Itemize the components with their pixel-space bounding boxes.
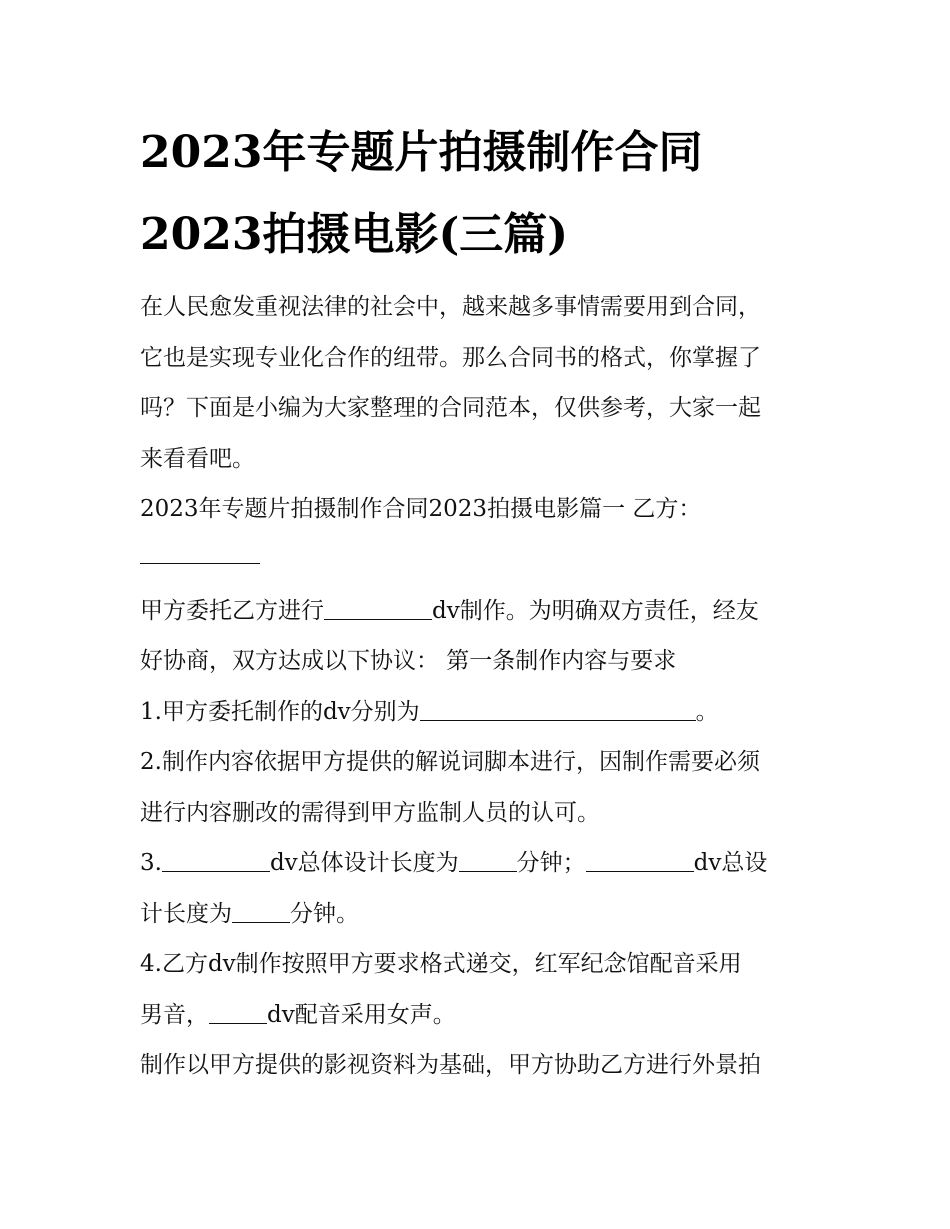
dv-a-minutes-blank [459,848,517,872]
intro-line-1: 在人民愈发重视法律的社会中，越来越多事情需要用到合同， [140,294,761,320]
item-4-line-1: 4.乙方dv制作按照甲方要求格式递交，红军纪念馆配音采用 [140,951,742,977]
clause-intro-line-2: 好协商，双方达成以下协议： 第一条制作内容与要求 [140,648,677,674]
section-heading: 2023年专题片拍摄制作合同2023拍摄电影篇一 乙方： [140,496,702,522]
item-3-text-b: 分钟； [516,850,586,876]
item-4-text-b: dv配音采用女声。 [267,1001,456,1028]
item-2-line-1: 2.制作内容依据甲方提供的解说词脚本进行，因制作需要必须 [140,749,760,775]
clause-intro-text-b: dv制作。为明确双方责任，经友 [432,597,759,624]
item-1-end: 。 [695,698,719,725]
party-b-blank [140,535,260,564]
document-body [140,112,820,1091]
female-voice-dv-blank [209,1000,267,1024]
intro-line-3: 吗？下面是小编为大家整理的合同范本，仅供参考，大家一起 [140,395,761,421]
item-3-text-a: dv总体设计长度为 [269,850,459,876]
item-4-line-2 [140,990,820,1041]
document-title [140,112,820,276]
intro-line-2: 它也是实现专业化合作的纽带。那么合同书的格式，你掌握了 [140,344,761,371]
item-3-text-c: dv总设 [693,850,768,876]
item-1-text: 1.甲方委托制作的dv分别为 [140,698,420,725]
item-2-line-2: 进行内容删改的需得到甲方监制人员的认可。 [140,799,600,826]
dv-b-minutes-blank [232,899,290,923]
item-3-text-e: 分钟。 [290,900,359,927]
clause-intro-text-a: 甲方委托乙方进行 [140,597,324,624]
item-3-number: 3. [140,850,162,876]
project-name-blank [324,596,432,620]
intro-line-4: 来看看吧。 [140,445,255,472]
item-3-line-2 [140,889,820,940]
item-3-text-d: 计长度为 [140,900,232,927]
item-4-text-a: 男音， [140,1001,209,1028]
clause-intro-line-1 [140,586,820,637]
dv-a-name-blank [162,848,270,872]
title-line-1: 2023年专题片拍摄制作合同 [140,127,703,178]
title-line-2: 2023拍摄电影(三篇) [140,209,569,260]
dv-list-blank [420,697,696,721]
dv-b-name-blank [586,848,694,872]
production-basis-line: 制作以甲方提供的影视资料为基础，甲方协助乙方进行外景拍 [140,1052,761,1078]
item-3-line-1 [140,838,820,889]
item-1 [140,687,820,738]
